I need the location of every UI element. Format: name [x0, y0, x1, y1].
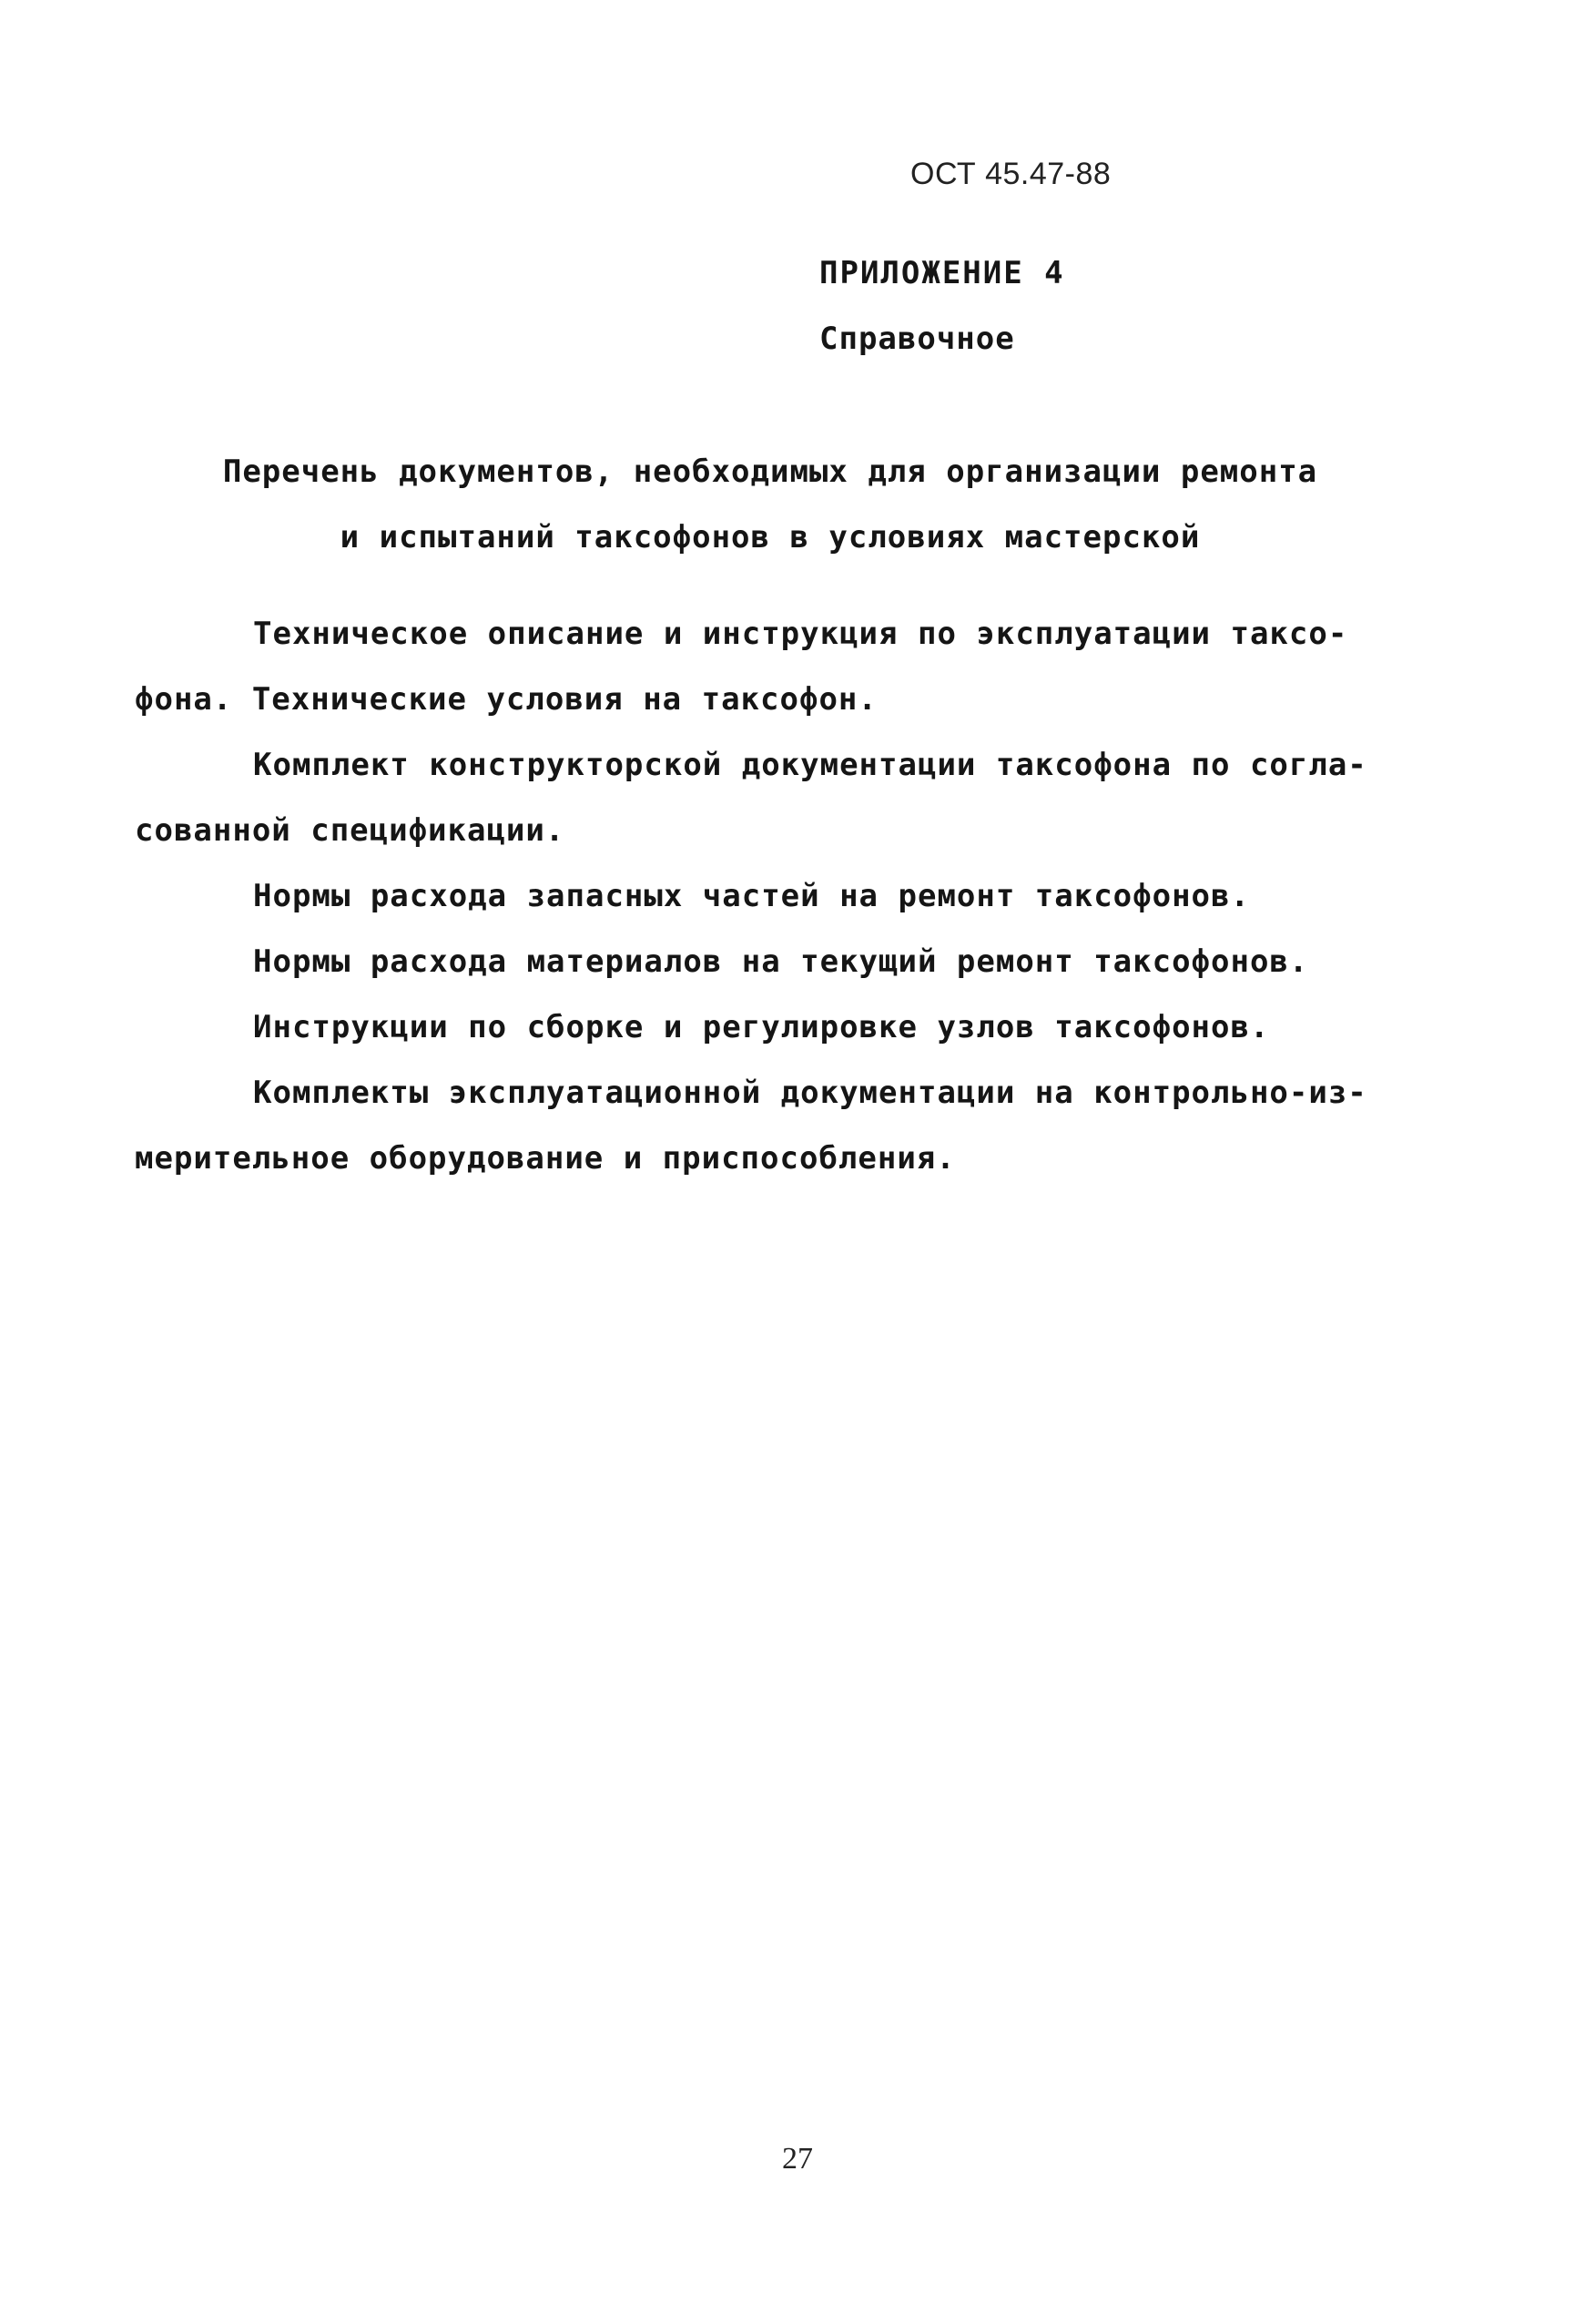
document-heading-line-1: Перечень документов, необходимых для организации ремонта [222, 454, 1318, 490]
body-line: Нормы расхода материалов на текущий ремонт таксофонов. [253, 943, 1309, 980]
document-heading-line-2: и испытаний таксофонов в условиях мастерской [340, 519, 1201, 556]
document-code: ОСТ 45.47-88 [910, 157, 1112, 191]
appendix-type: Справочное [819, 321, 1015, 357]
body-line: фона. Технические условия на таксофон. [135, 681, 878, 718]
body-line: мерительное оборудование и приспособления. [135, 1140, 956, 1177]
body-line: Техническое описание и инструкция по эксплуатации таксо- [253, 616, 1348, 652]
page-number: 27 [782, 2142, 813, 2176]
body-line: Нормы расхода запасных частей на ремонт таксофонов. [253, 878, 1250, 914]
body-line: Комплекты эксплуатационной документации на контрольно-из- [253, 1075, 1367, 1111]
body-line: Комплект конструкторской документации таксофона по согла- [253, 747, 1367, 783]
body-line: сованной спецификации. [135, 812, 565, 849]
body-line: Инструкции по сборке и регулировке узлов таксофонов. [253, 1009, 1270, 1045]
appendix-title: ПРИЛОЖЕНИЕ 4 [819, 255, 1065, 291]
